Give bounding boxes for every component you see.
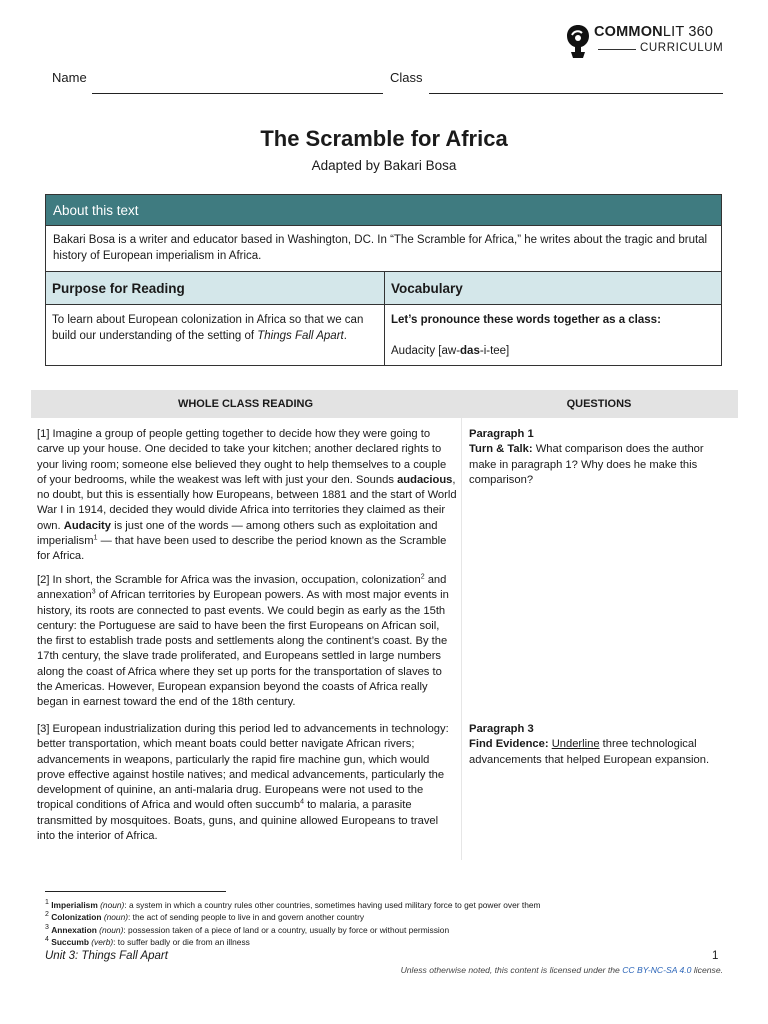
license-notice: Unless otherwise noted, this content is licensed under the CC BY-NC-SA 4.0 license. [400, 965, 723, 975]
purpose-column [46, 272, 385, 365]
questions-column-header: QUESTIONS [566, 398, 632, 410]
footnote-2: $^2$ Colonization (noun): the act of sending people to live in and govern another country [45, 911, 365, 923]
question-1-label: Paragraph 1 [469, 428, 534, 440]
commonlit-logo [562, 22, 732, 62]
commonlit-mark-icon [562, 22, 594, 60]
footnote-1: $^1$ Imperialism (noun): a system in which a country rules other countries, sometimes having used military force to get power over them [45, 899, 541, 910]
vocabulary-column [385, 272, 721, 365]
logo-wordmark: COMMONLIT 360 [594, 24, 714, 40]
page-subtitle: Adapted by Bakari Bosa [311, 158, 457, 173]
vocabulary-heading: Vocabulary [385, 272, 721, 305]
footnote-ref-1: 1 [93, 534, 98, 542]
reading-column-header: WHOLE CLASS READING [177, 398, 314, 410]
reading-table-header [31, 390, 738, 418]
footnote-ref-3: 3 [91, 588, 96, 596]
vocabulary-word: Audacity [aw-das-i-tee] [391, 345, 510, 357]
about-heading: About this text [46, 195, 721, 226]
name-label: Name [52, 70, 87, 85]
purpose-body: To learn about European colonization in Africa so that we can build our understanding of the setting of Things Fall Apart. [52, 314, 364, 342]
footer-unit: Unit 3: Things Fall Apart [45, 950, 168, 962]
footnotes [45, 899, 725, 949]
footnote-3: $^3$ Annexation (noun): possession taken of a piece of land or a country, usually by force or without permission [45, 924, 450, 935]
class-label: Class [390, 70, 423, 85]
footnote-4: $^4$ Succumb (verb): to suffer badly or die from an illness [45, 936, 250, 948]
vocabulary-body [385, 305, 721, 365]
license-link[interactable]: CC BY-NC-SA 4.0 [622, 965, 692, 975]
footnote-ref-4: 4 [300, 798, 304, 806]
footnote-rule [45, 891, 226, 892]
paragraph-3: [3] European industrialization during this period led to advancements in technology: better transportation, which meant boats could better navigate African rivers; advancements in weapons, particularly the rapid fire machine gun, which would prove effective against hostile natives; and medical advancements, particularly the development of quinine, an anti-malaria drug. Europeans were not used to the tropical conditions of Africa and would often succumb$^4$ to malaria, a parasite transmitted by mosquitoes. Boats, guns, and quinine allowed Europeans to travel into the interior of Africa. [37, 723, 449, 843]
page-number: 1 [712, 950, 719, 962]
paragraph-1: [1] Imagine a group of people getting together to decide how they were going to carve up your house. One decided to take your kitchen; another declared rights to your living room; someone else believed they ought to help themselves to a couple of your bedrooms, while the weakest was left with just your den. Sounds audacious, no doubt, but this is essentially how Europeans, between 1881 and the start of World War I in 1914, decided they would divide Africa into territories they claimed as their own. Audacity is just one of the words — among others such as exploitation and imperialism$^1$ — that have been used to describe the period known as the Scramble for Africa. [37, 428, 457, 563]
page-title: The Scramble for Africa [260, 126, 508, 151]
purpose-vocab-row [46, 272, 721, 365]
name-field[interactable] [92, 93, 383, 94]
question-paragraph-1: Paragraph 1 Turn & Talk: What comparison does the author make in paragraph 1? Why does he make this comparison? [469, 428, 704, 486]
column-divider [461, 418, 462, 860]
purpose-heading: Purpose for Reading [46, 272, 384, 305]
question-3-label: Paragraph 3 [469, 723, 534, 735]
text-info-box [45, 194, 722, 366]
vocabulary-intro: Let’s pronounce these words together as a class: [391, 314, 661, 326]
question-paragraph-3: Paragraph 3 Find Evidence: Underline three technological advancements that helped European expansion. [469, 723, 710, 766]
about-body: Bakari Bosa is a writer and educator based in Washington, DC. In “The Scramble for Africa,” he writes about the tragic and brutal history of European imperialism in Africa. [46, 226, 721, 272]
paragraph-2: [2] In short, the Scramble for Africa was the invasion, occupation, colonization$^2$ and annexation$^3$ of African territories by European powers. As with most major events in history, its roots are connected to past events. We could begin as early as the 15th century: the Portuguese are said to have been the first Europeans on African soil, the first to establish trade posts and settlements along the continent’s coast. By the 17th century, the slave trade proliferated, and Europeans settled in large numbers along the coast of Africa where they set up ports for the transportation of slaves to the Americas. However, European expansion beyond the coasts of Africa really began in earnest toward the end of the 18th century. [37, 573, 449, 709]
footnote-ref-2: 2 [420, 573, 425, 581]
class-field[interactable] [429, 93, 723, 94]
logo-rule [598, 49, 636, 50]
logo-tagline: CURRICULUM [640, 42, 724, 54]
